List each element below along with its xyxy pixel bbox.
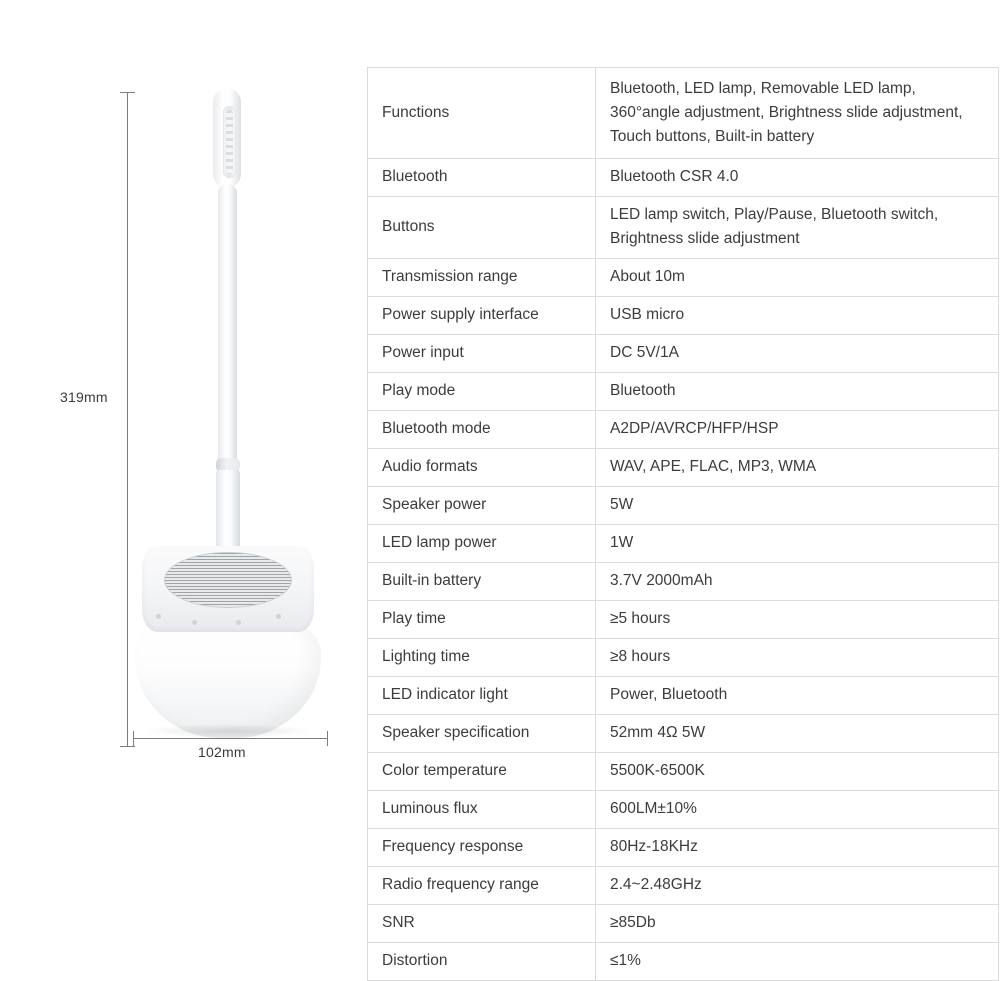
spec-key: Luminous flux: [368, 791, 596, 829]
touch-button-dot: [276, 614, 281, 619]
spec-key: SNR: [368, 905, 596, 943]
table-row: [368, 601, 999, 639]
spec-value: 3.7V 2000mAh: [596, 563, 999, 601]
spec-key: Built-in battery: [368, 563, 596, 601]
spec-key: Transmission range: [368, 259, 596, 297]
spec-key: Bluetooth mode: [368, 411, 596, 449]
spec-value: Bluetooth: [596, 373, 999, 411]
spec-key: Power supply interface: [368, 297, 596, 335]
width-dimension-label: 102mm: [198, 744, 246, 760]
table-row: [368, 639, 999, 677]
spec-value: 1W: [596, 525, 999, 563]
spec-key: Radio frequency range: [368, 867, 596, 905]
spec-value: Bluetooth, LED lamp, Removable LED lamp, 360°angle adjustment, Brightness slide adjustment, Touch buttons, Built-in battery: [596, 68, 999, 159]
spec-key: LED indicator light: [368, 677, 596, 715]
table-row: [368, 753, 999, 791]
spec-key: Frequency response: [368, 829, 596, 867]
table-row: [368, 943, 999, 981]
spec-key: Audio formats: [368, 449, 596, 487]
table-row: [368, 411, 999, 449]
product-image-panel: [0, 0, 360, 826]
table-row: [368, 297, 999, 335]
spec-key: Bluetooth: [368, 159, 596, 197]
spec-value: 5W: [596, 487, 999, 525]
specification-table: [367, 67, 999, 981]
height-dimension-label: 319mm: [60, 389, 108, 405]
spec-value: WAV, APE, FLAC, MP3, WMA: [596, 449, 999, 487]
spec-key: Speaker specification: [368, 715, 596, 753]
height-dimension-cap-bottom: [120, 746, 135, 747]
height-dimension-line: [127, 92, 128, 746]
spec-value: A2DP/AVRCP/HFP/HSP: [596, 411, 999, 449]
speaker-grille: [164, 552, 292, 608]
table-row: [368, 68, 999, 159]
spec-value: DC 5V/1A: [596, 335, 999, 373]
table-row: [368, 715, 999, 753]
table-row: [368, 563, 999, 601]
spec-value: ≥85Db: [596, 905, 999, 943]
lamp-post: [216, 470, 240, 558]
table-row: [368, 197, 999, 259]
table-row: [368, 159, 999, 197]
spec-key: Lighting time: [368, 639, 596, 677]
table-row: [368, 905, 999, 943]
table-row: [368, 335, 999, 373]
led-strip: [223, 106, 236, 178]
width-dimension-line: [133, 738, 327, 739]
spec-value: ≥8 hours: [596, 639, 999, 677]
table-row: [368, 487, 999, 525]
lamp-illustration: [130, 88, 330, 738]
specification-table-body: [368, 68, 999, 981]
spec-key: Color temperature: [368, 753, 596, 791]
touch-button-dot: [192, 620, 197, 625]
spec-value: 5500K-6500K: [596, 753, 999, 791]
touch-button-dot: [156, 614, 161, 619]
spec-key: Distortion: [368, 943, 596, 981]
spec-key: Speaker power: [368, 487, 596, 525]
lamp-neck: [218, 184, 237, 474]
table-row: [368, 449, 999, 487]
spec-value: USB micro: [596, 297, 999, 335]
table-row: [368, 373, 999, 411]
spec-value: ≤1%: [596, 943, 999, 981]
table-row: [368, 259, 999, 297]
table-row: [368, 791, 999, 829]
spec-key: LED lamp power: [368, 525, 596, 563]
spec-value: 52mm 4Ω 5W: [596, 715, 999, 753]
spec-value: About 10m: [596, 259, 999, 297]
spec-value: Power, Bluetooth: [596, 677, 999, 715]
spec-key: Play time: [368, 601, 596, 639]
touch-button-dot: [236, 620, 241, 625]
spec-value: 600LM±10%: [596, 791, 999, 829]
spec-value: Bluetooth CSR 4.0: [596, 159, 999, 197]
spec-value: 80Hz-18KHz: [596, 829, 999, 867]
spec-key: Buttons: [368, 197, 596, 259]
spec-key: Play mode: [368, 373, 596, 411]
spec-key: Functions: [368, 68, 596, 159]
spec-value: LED lamp switch, Play/Pause, Bluetooth switch, Brightness slide adjustment: [596, 197, 999, 259]
table-row: [368, 867, 999, 905]
table-row: [368, 677, 999, 715]
spec-value: 2.4~2.48GHz: [596, 867, 999, 905]
table-row: [368, 829, 999, 867]
base-shadow: [142, 724, 314, 738]
spec-value: ≥5 hours: [596, 601, 999, 639]
spec-key: Power input: [368, 335, 596, 373]
table-row: [368, 525, 999, 563]
